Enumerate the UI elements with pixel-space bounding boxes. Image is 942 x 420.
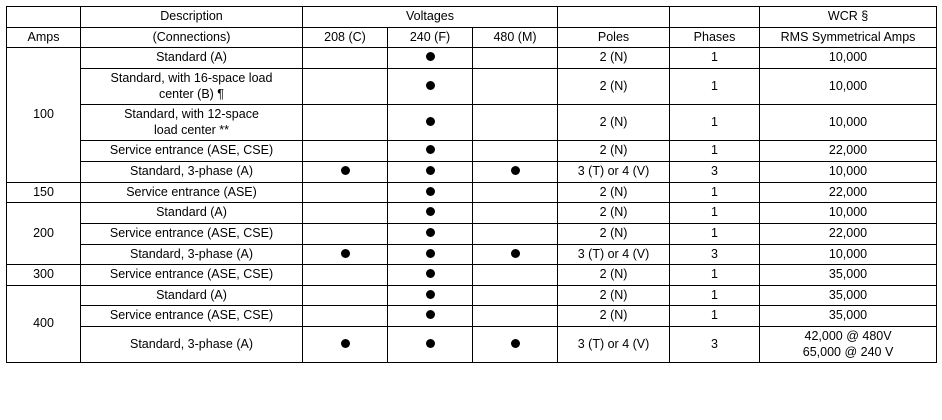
- header-amps-spacer: [7, 7, 81, 28]
- voltage-480-cell: [473, 244, 558, 265]
- voltage-240-cell: [388, 327, 473, 363]
- wcr-cell: 10,000: [760, 162, 937, 183]
- bullet-dot-icon: [426, 81, 435, 90]
- voltage-480-cell: [473, 223, 558, 244]
- voltage-208-cell: [303, 265, 388, 286]
- voltage-480-cell: [473, 265, 558, 286]
- wcr-cell: 10,000: [760, 48, 937, 69]
- table-row: [7, 265, 937, 286]
- poles-cell: 2 (N): [558, 141, 670, 162]
- table-row: [7, 182, 937, 203]
- bullet-dot-icon: [426, 145, 435, 154]
- bullet-dot-icon: [426, 310, 435, 319]
- voltage-240-cell: [388, 182, 473, 203]
- header-wcr-line2: RMS Symmetrical Amps: [760, 27, 937, 48]
- poles-cell: 2 (N): [558, 68, 670, 104]
- voltage-208-cell: [303, 306, 388, 327]
- table-row: [7, 68, 937, 104]
- electrical-spec-table: [6, 6, 937, 363]
- description-cell: Standard, 3-phase (A): [81, 327, 303, 363]
- voltage-240-cell: [388, 265, 473, 286]
- description-cell: Service entrance (ASE, CSE): [81, 306, 303, 327]
- bullet-dot-icon: [426, 187, 435, 196]
- voltage-240-cell: [388, 48, 473, 69]
- phases-cell: 1: [670, 48, 760, 69]
- phases-cell: 1: [670, 182, 760, 203]
- voltage-480-cell: [473, 203, 558, 224]
- table-row: [7, 162, 937, 183]
- wcr-cell: 10,000: [760, 68, 937, 104]
- table-row: [7, 306, 937, 327]
- poles-cell: 2 (N): [558, 48, 670, 69]
- voltage-208-cell: [303, 285, 388, 306]
- table-row: [7, 244, 937, 265]
- voltage-240-cell: [388, 105, 473, 141]
- phases-cell: 1: [670, 68, 760, 104]
- voltage-480-cell: [473, 141, 558, 162]
- phases-cell: 3: [670, 327, 760, 363]
- wcr-cell: 22,000: [760, 223, 937, 244]
- poles-cell: 3 (T) or 4 (V): [558, 162, 670, 183]
- description-cell: Standard, 3-phase (A): [81, 162, 303, 183]
- wcr-cell: 35,000: [760, 265, 937, 286]
- voltage-240-cell: [388, 203, 473, 224]
- voltage-240-cell: [388, 244, 473, 265]
- description-cell: Standard, with 12-space load center **: [81, 105, 303, 141]
- voltage-208-cell: [303, 203, 388, 224]
- phases-cell: 1: [670, 285, 760, 306]
- description-cell: Standard, 3-phase (A): [81, 244, 303, 265]
- bullet-dot-icon: [426, 249, 435, 258]
- bullet-dot-icon: [511, 166, 520, 175]
- voltage-208-cell: [303, 105, 388, 141]
- bullet-dot-icon: [426, 339, 435, 348]
- voltage-208-cell: [303, 68, 388, 104]
- phases-cell: 1: [670, 203, 760, 224]
- poles-cell: 2 (N): [558, 203, 670, 224]
- voltage-240-cell: [388, 285, 473, 306]
- bullet-dot-icon: [426, 290, 435, 299]
- table-body: [7, 48, 937, 363]
- header-wcr-line1: WCR §: [760, 7, 937, 28]
- voltage-208-cell: [303, 223, 388, 244]
- voltage-208-cell: [303, 48, 388, 69]
- description-cell: Service entrance (ASE, CSE): [81, 223, 303, 244]
- header-phases-spacer: [670, 7, 760, 28]
- voltage-480-cell: [473, 162, 558, 183]
- bullet-dot-icon: [426, 269, 435, 278]
- voltage-208-cell: [303, 162, 388, 183]
- poles-cell: 2 (N): [558, 306, 670, 327]
- wcr-cell: 10,000: [760, 244, 937, 265]
- poles-cell: 2 (N): [558, 105, 670, 141]
- table-row: [7, 203, 937, 224]
- poles-cell: 3 (T) or 4 (V): [558, 244, 670, 265]
- wcr-cell: 35,000: [760, 285, 937, 306]
- voltage-480-cell: [473, 182, 558, 203]
- bullet-dot-icon: [341, 166, 350, 175]
- voltage-480-cell: [473, 48, 558, 69]
- header-voltage-480: 480 (M): [473, 27, 558, 48]
- poles-cell: 3 (T) or 4 (V): [558, 327, 670, 363]
- voltage-240-cell: [388, 141, 473, 162]
- description-cell: Standard, with 16-space load center (B) ¶: [81, 68, 303, 104]
- amps-cell: 400: [7, 285, 81, 363]
- table-row: [7, 327, 937, 363]
- table-row: [7, 48, 937, 69]
- header-poles: Poles: [558, 27, 670, 48]
- table-row: [7, 223, 937, 244]
- voltage-208-cell: [303, 244, 388, 265]
- table-row: [7, 141, 937, 162]
- phases-cell: 1: [670, 306, 760, 327]
- voltage-208-cell: [303, 141, 388, 162]
- header-amps: Amps: [7, 27, 81, 48]
- phases-cell: 1: [670, 223, 760, 244]
- header-voltage-240: 240 (F): [388, 27, 473, 48]
- header-description-line1: Description: [81, 7, 303, 28]
- wcr-cell: 10,000: [760, 203, 937, 224]
- phases-cell: 1: [670, 105, 760, 141]
- bullet-dot-icon: [341, 339, 350, 348]
- header-row-2: [7, 27, 937, 48]
- voltage-240-cell: [388, 68, 473, 104]
- phases-cell: 3: [670, 162, 760, 183]
- wcr-cell: 10,000: [760, 105, 937, 141]
- poles-cell: 2 (N): [558, 223, 670, 244]
- bullet-dot-icon: [511, 249, 520, 258]
- header-description-line2: (Connections): [81, 27, 303, 48]
- amps-cell: 150: [7, 182, 81, 203]
- poles-cell: 2 (N): [558, 285, 670, 306]
- poles-cell: 2 (N): [558, 265, 670, 286]
- voltage-480-cell: [473, 105, 558, 141]
- phases-cell: 1: [670, 141, 760, 162]
- description-cell: Service entrance (ASE, CSE): [81, 265, 303, 286]
- amps-cell: 200: [7, 203, 81, 265]
- voltage-480-cell: [473, 68, 558, 104]
- bullet-dot-icon: [426, 207, 435, 216]
- voltage-480-cell: [473, 306, 558, 327]
- header-voltages: Voltages: [303, 7, 558, 28]
- header-voltage-208: 208 (C): [303, 27, 388, 48]
- header-row-1: [7, 7, 937, 28]
- poles-cell: 2 (N): [558, 182, 670, 203]
- bullet-dot-icon: [341, 249, 350, 258]
- wcr-cell: 22,000: [760, 182, 937, 203]
- wcr-cell: 22,000: [760, 141, 937, 162]
- phases-cell: 1: [670, 265, 760, 286]
- table-row: [7, 285, 937, 306]
- bullet-dot-icon: [511, 339, 520, 348]
- voltage-480-cell: [473, 285, 558, 306]
- wcr-cell: 35,000: [760, 306, 937, 327]
- description-cell: Standard (A): [81, 285, 303, 306]
- bullet-dot-icon: [426, 166, 435, 175]
- voltage-480-cell: [473, 327, 558, 363]
- phases-cell: 3: [670, 244, 760, 265]
- description-cell: Standard (A): [81, 203, 303, 224]
- amps-cell: 100: [7, 48, 81, 182]
- header-poles-spacer: [558, 7, 670, 28]
- voltage-208-cell: [303, 327, 388, 363]
- bullet-dot-icon: [426, 52, 435, 61]
- voltage-240-cell: [388, 223, 473, 244]
- wcr-cell: 42,000 @ 480V 65,000 @ 240 V: [760, 327, 937, 363]
- header-phases: Phases: [670, 27, 760, 48]
- amps-cell: 300: [7, 265, 81, 286]
- bullet-dot-icon: [426, 228, 435, 237]
- voltage-240-cell: [388, 306, 473, 327]
- voltage-208-cell: [303, 182, 388, 203]
- table-header: [7, 7, 937, 48]
- description-cell: Service entrance (ASE, CSE): [81, 141, 303, 162]
- voltage-240-cell: [388, 162, 473, 183]
- table-row: [7, 105, 937, 141]
- description-cell: Service entrance (ASE): [81, 182, 303, 203]
- bullet-dot-icon: [426, 117, 435, 126]
- description-cell: Standard (A): [81, 48, 303, 69]
